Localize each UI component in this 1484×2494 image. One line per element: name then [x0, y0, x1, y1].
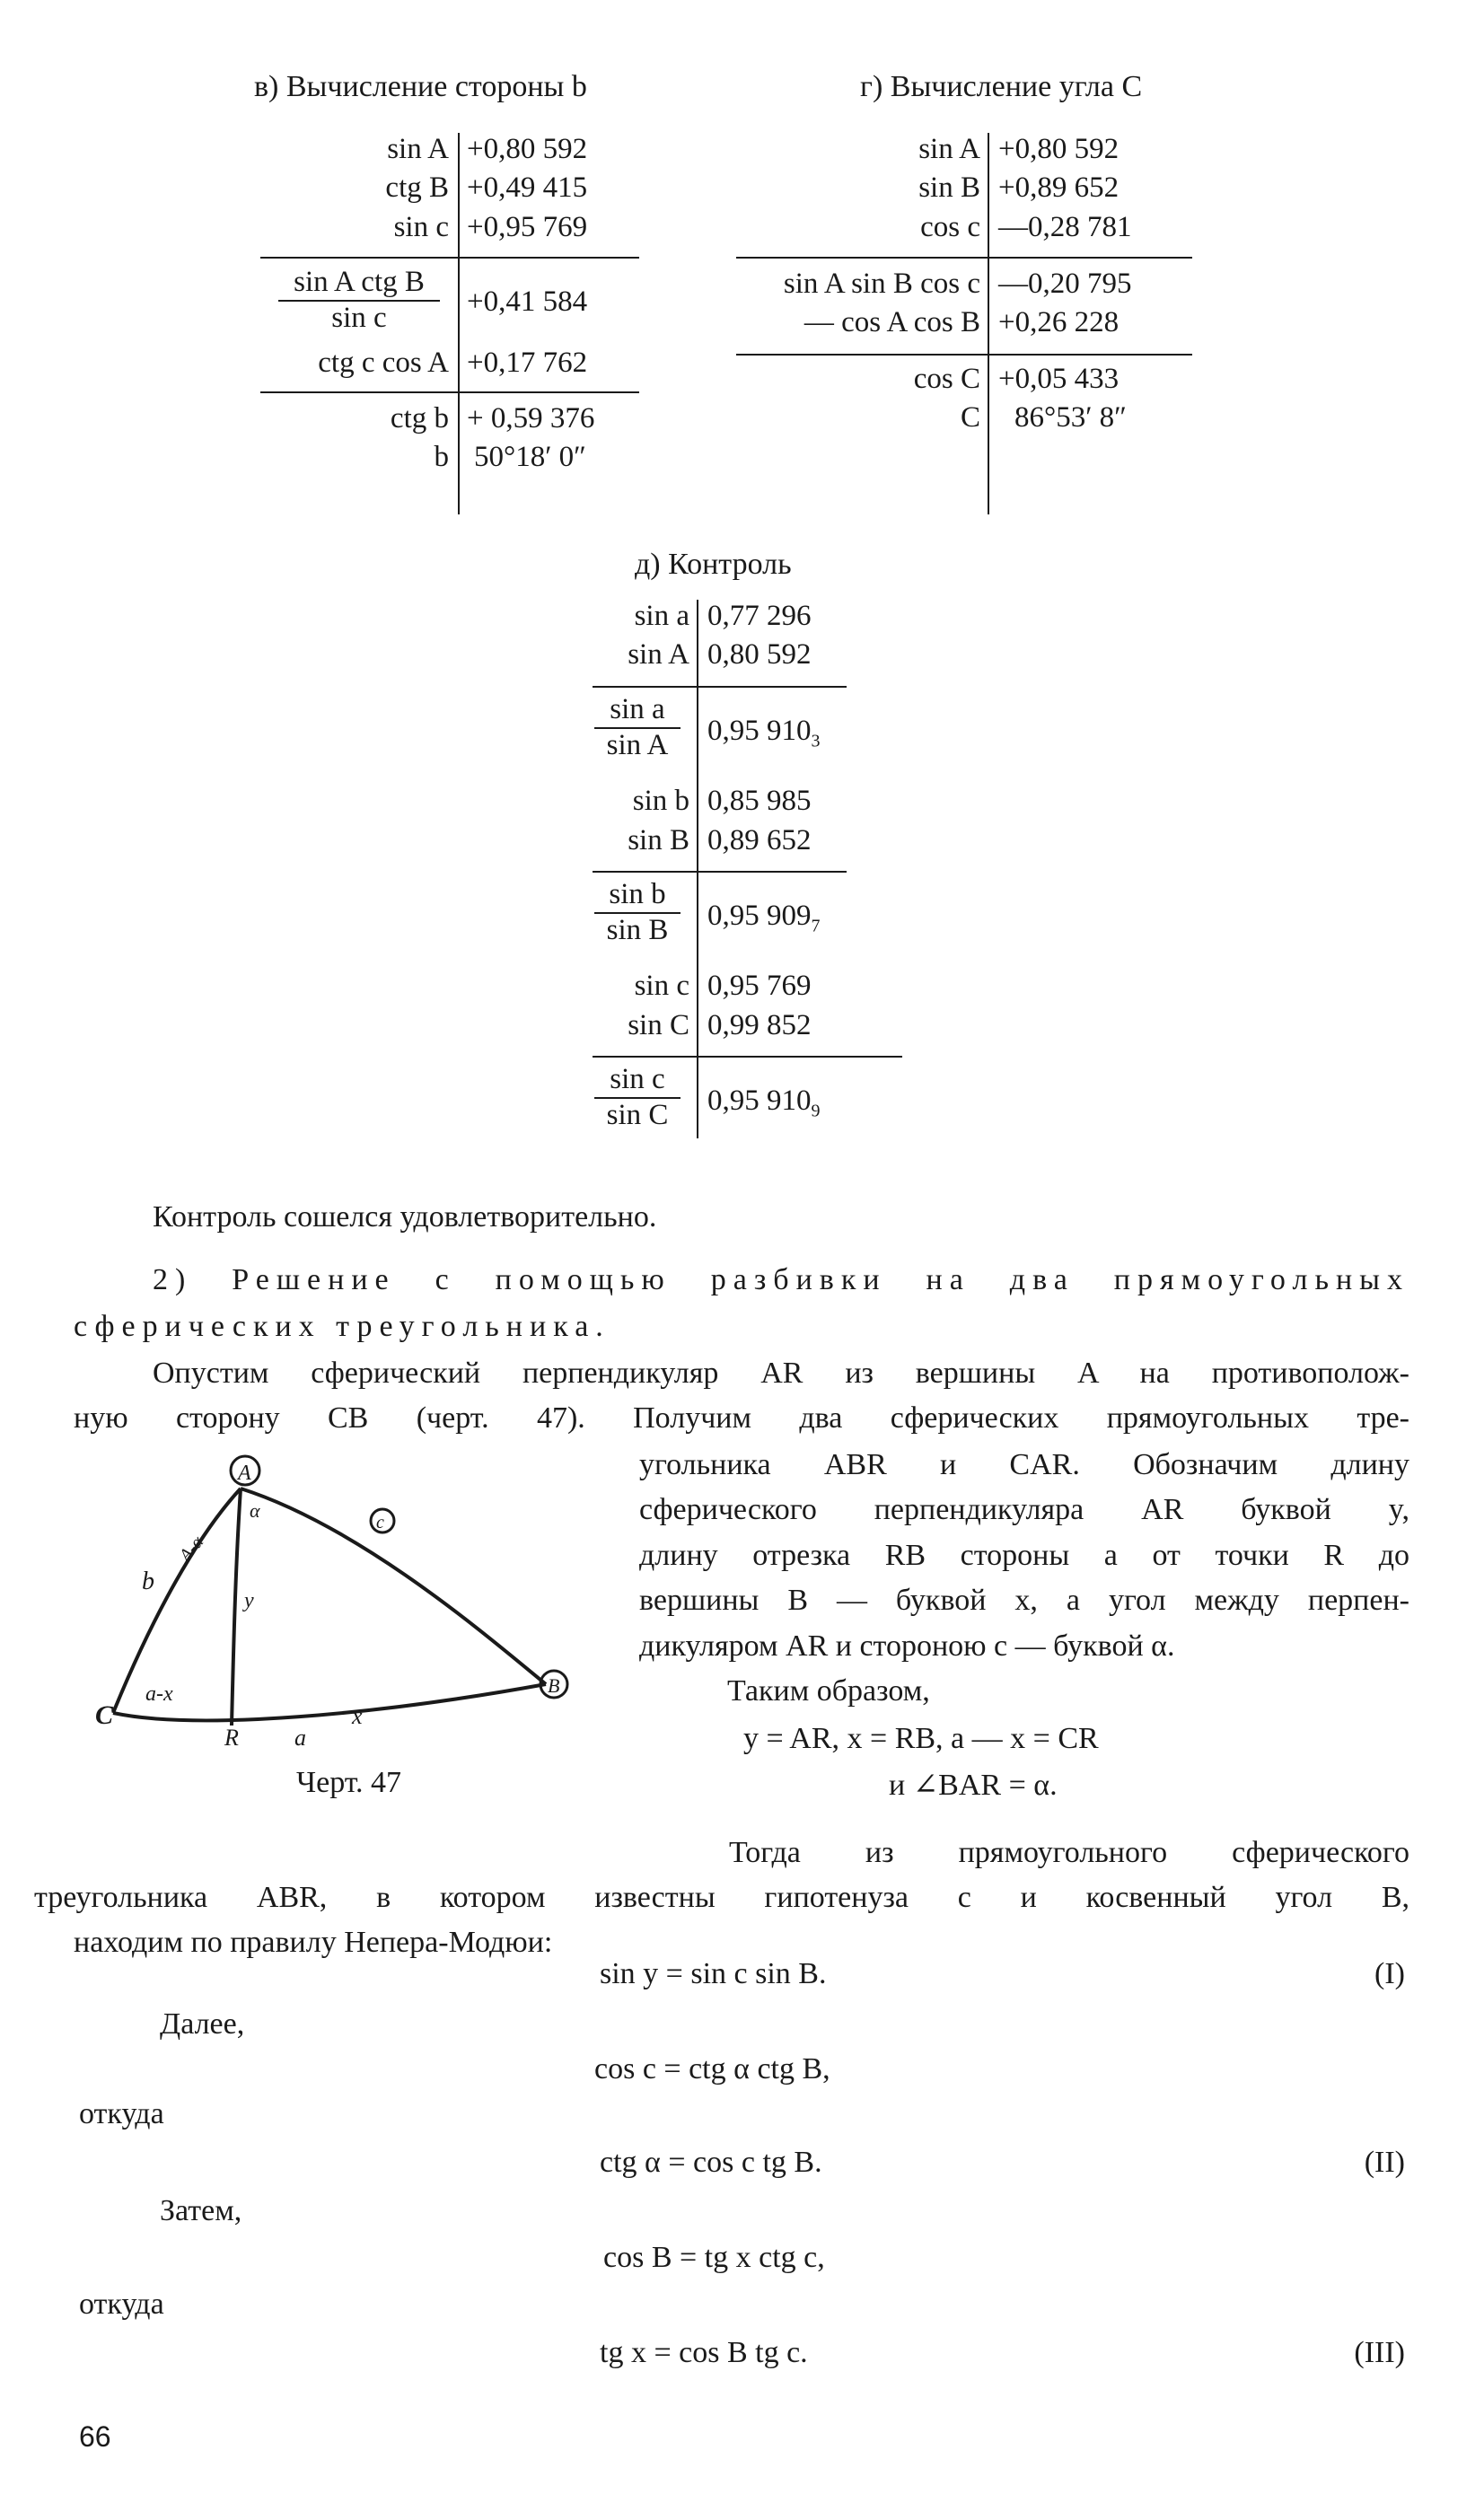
section-2-heading-line-1: 2) Решение с помощью разбивки на два прямоугольных	[153, 1263, 1409, 1296]
word-whence-2: откуда	[79, 2288, 164, 2321]
calc-b-rule-1	[260, 257, 639, 259]
calc-b-value-5: +0,17 762	[467, 347, 588, 379]
control-rule-1	[593, 686, 847, 688]
paragraph-2-line-3: находим по правилу Непера-Модюи:	[74, 1926, 553, 1959]
control-label-8: sin C	[628, 1009, 689, 1041]
label-A-minus-alpha: A-α	[175, 1532, 208, 1566]
definition-equation-1: y = AR, x = RB, a — x = CR	[743, 1722, 1099, 1755]
calc-b-table	[260, 133, 637, 519]
control-value-2: 0,80 592	[707, 638, 812, 671]
calc-C-label-5: — cos A cos B	[803, 306, 980, 338]
equation-II: ctg α = cos c tg B.	[600, 2146, 822, 2179]
word-further: Далее,	[160, 2007, 245, 2041]
label-c-side: c	[376, 1513, 384, 1532]
control-value-6	[707, 900, 821, 937]
control-label-4: sin b	[632, 785, 689, 817]
side-a-arc	[113, 1684, 546, 1720]
control-value-9-sub: 9	[811, 1101, 821, 1121]
control-label-2: sin A	[628, 638, 689, 671]
calc-b-label-3: sin c	[393, 211, 449, 243]
paragraph-1-line-5: длину отрезка RB стороны a от точки R до	[639, 1539, 1409, 1572]
control-value-1: 0,77 296	[707, 600, 812, 632]
label-alpha: α	[250, 1499, 260, 1522]
calc-C-value-2: +0,89 652	[998, 171, 1120, 204]
label-x: x	[352, 1703, 363, 1729]
control-value-4: 0,85 985	[707, 785, 812, 817]
calc-b-fraction-den: sin c	[331, 301, 387, 334]
calc-C-label-4: sin A sin B cos c	[783, 268, 980, 300]
equation-I: sin y = sin c sin B.	[600, 1957, 827, 1990]
label-a: a	[294, 1725, 306, 1751]
label-y: y	[244, 1589, 254, 1612]
control-value-9	[707, 1085, 821, 1122]
control-value-8: 0,99 852	[707, 1009, 812, 1041]
calc-C-value-7: 86°53′ 8″	[1014, 401, 1127, 434]
control-value-5: 0,89 652	[707, 824, 812, 856]
calc-C-value-3: —0,28 781	[998, 211, 1132, 243]
control-value-3-main: 0,95 910	[707, 715, 812, 747]
calc-C-divider	[988, 133, 989, 514]
control-fraction-b	[594, 878, 681, 948]
control-fraction-a	[594, 693, 681, 763]
word-whence-1: откуда	[79, 2097, 164, 2130]
control-title: д) Контроль	[635, 548, 792, 581]
equation-cos-c: cos c = ctg α ctg B,	[594, 2052, 830, 2086]
calc-b-value-4: +0,41 584	[467, 285, 588, 318]
calc-C-value-6: +0,05 433	[998, 363, 1120, 395]
control-rule-3	[593, 1056, 902, 1058]
calc-b-value-2: +0,49 415	[467, 171, 588, 204]
calc-b-value-3: +0,95 769	[467, 211, 588, 243]
calc-b-label-6: ctg b	[390, 402, 449, 435]
label-b: b	[142, 1568, 154, 1595]
control-value-6-sub: 7	[811, 916, 821, 936]
calc-b-divider	[458, 133, 460, 514]
calc-C-table	[736, 133, 1194, 519]
control-value-3	[707, 715, 821, 752]
control-value-6-main: 0,95 909	[707, 900, 812, 932]
control-label-7: sin c	[634, 970, 689, 1002]
paragraph-1-line-1: Опустим сферический перпендикуляр AR из вершины A на противополож-	[153, 1357, 1409, 1390]
word-then: Затем,	[160, 2194, 242, 2227]
calc-C-rule-1	[736, 257, 1192, 259]
calc-b-value-6: + 0,59 376	[467, 402, 595, 435]
equation-III-number: (III)	[1354, 2336, 1405, 2369]
paragraph-2-line-2: треугольника ABR, в котором известны гипотенуза c и косвенный угол B,	[34, 1881, 1409, 1914]
control-fraction-c	[594, 1063, 681, 1133]
calc-b-fraction-num: sin A ctg B	[278, 266, 440, 302]
paragraph-1-line-2: ную сторону CB (черт. 47). Получим два сферических прямоугольных тре-	[74, 1401, 1409, 1435]
perpendicular-AR-arc	[232, 1488, 241, 1726]
calc-C-value-1: +0,80 592	[998, 133, 1120, 165]
label-R: R	[224, 1725, 239, 1751]
control-divider	[697, 600, 698, 1138]
control-value-3-sub: 3	[811, 731, 821, 751]
control-fraction-c-num: sin c	[594, 1063, 681, 1099]
calc-b-fraction	[278, 266, 440, 336]
calc-b-title: в) Вычисление стороны b	[254, 70, 587, 103]
figure-47-spherical-triangle	[90, 1445, 593, 1751]
section-2-heading-line-2: сферических треугольника.	[74, 1310, 610, 1343]
equation-cos-B: cos B = tg x ctg c,	[603, 2241, 825, 2274]
calc-C-title: г) Вычисление угла C	[860, 70, 1143, 103]
control-label-1: sin a	[634, 600, 689, 632]
definition-equation-2: и ∠BAR = α.	[889, 1769, 1058, 1802]
thus-text: Таким образом,	[727, 1674, 930, 1708]
calc-b-label-1: sin A	[387, 133, 449, 165]
calc-C-label-3: cos c	[920, 211, 980, 243]
label-B: B	[548, 1674, 560, 1697]
control-table	[593, 600, 916, 1138]
calc-b-label-7: b	[434, 441, 449, 473]
calc-C-label-1: sin A	[918, 133, 980, 165]
figure-caption: Черт. 47	[296, 1766, 402, 1799]
control-fraction-b-den: sin B	[606, 913, 669, 946]
side-b-arc	[113, 1488, 241, 1713]
control-value-9-main: 0,95 910	[707, 1085, 812, 1117]
equation-I-number: (I)	[1374, 1957, 1405, 1990]
paragraph-1-line-7: дикуляром AR и стороною c — буквой α.	[639, 1629, 1175, 1663]
page-number: 66	[79, 2420, 111, 2453]
equation-II-number: (II)	[1364, 2146, 1405, 2179]
control-fraction-a-den: sin A	[606, 728, 669, 761]
paragraph-2-line-1: Тогда из прямоугольного сферического	[729, 1836, 1409, 1869]
equation-III: tg x = cos B tg c.	[600, 2336, 808, 2369]
control-fraction-b-num: sin b	[594, 878, 681, 914]
label-A: A	[238, 1462, 251, 1485]
label-C: C	[95, 1700, 114, 1730]
calc-b-label-5: ctg c cos A	[318, 347, 449, 379]
calc-b-label-2: ctg B	[385, 171, 449, 204]
calc-b-rule-2	[260, 391, 639, 393]
paragraph-1-line-6: вершины B — буквой x, а угол между перпен-	[639, 1584, 1409, 1617]
calc-b-value-7: 50°18′ 0″	[474, 441, 586, 473]
control-label-5: sin B	[628, 824, 689, 856]
control-fraction-a-num: sin a	[594, 693, 681, 729]
label-a-minus-x: a-x	[145, 1682, 173, 1706]
calc-C-value-5: +0,26 228	[998, 306, 1120, 338]
calc-C-value-4: —0,20 795	[998, 268, 1132, 300]
calc-C-label-2: sin B	[918, 171, 980, 204]
control-rule-2	[593, 871, 847, 873]
paragraph-1-line-4: сферического перпендикуляра AR буквой y,	[639, 1493, 1409, 1526]
control-value-7: 0,95 769	[707, 970, 812, 1002]
calc-C-rule-2	[736, 354, 1192, 356]
control-result-text: Контроль сошелся удовлетворительно.	[153, 1200, 657, 1234]
control-fraction-c-den: sin C	[606, 1098, 669, 1131]
paragraph-1-line-3: угольника ABR и CAR. Обозначим длину	[639, 1448, 1409, 1481]
calc-C-label-7: C	[960, 401, 980, 434]
calc-b-value-1: +0,80 592	[467, 133, 588, 165]
calc-C-label-6: cos C	[913, 363, 980, 395]
